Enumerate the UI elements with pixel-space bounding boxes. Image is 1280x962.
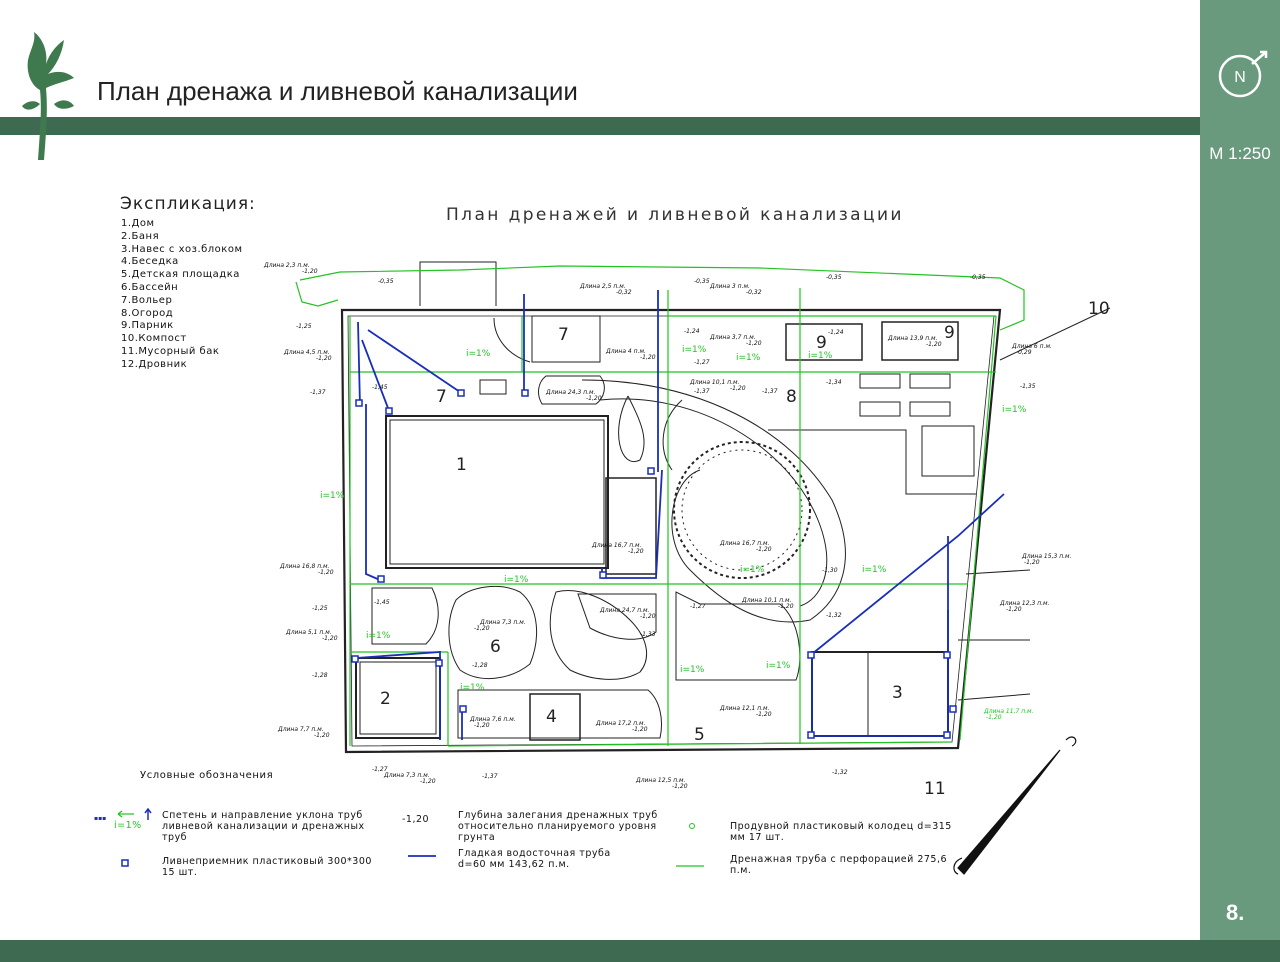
- length-label: Длина 12,5 п.м.: [636, 777, 686, 784]
- depth-label: -1,20: [778, 603, 794, 610]
- depth-label: -1,20: [318, 569, 334, 576]
- depth-label: -1,20: [1024, 559, 1040, 566]
- length-label: Длина 5,1 п.м.: [286, 629, 332, 636]
- slope-label: i=1%: [320, 491, 345, 501]
- legend-smooth-pipe-text: Гладкая водосточная труба d=60 мм 143,62 п.м.: [458, 848, 611, 870]
- zone-number: 10: [1088, 299, 1110, 319]
- depth-mark: -1,37: [310, 389, 326, 396]
- depth-label: -1,20: [730, 385, 746, 392]
- svg-text:▪▪▪: ▪▪▪: [94, 815, 107, 822]
- bath-outline: [356, 658, 440, 738]
- legend-slope-text: Спетень и направление уклона труб ливневой канализации и дренажных труб: [162, 810, 365, 843]
- depth-mark: -1,24: [828, 329, 844, 336]
- length-label: Длина 24,7 п.м.: [600, 607, 650, 614]
- explication-item: 6.Бассейн: [121, 281, 179, 293]
- length-label: Длина 4,5 п.м.: [284, 349, 330, 356]
- depth-label: -1,20: [316, 355, 332, 362]
- north-compass-icon: [1216, 48, 1268, 100]
- depth-mark: -1,27: [690, 603, 706, 610]
- slope-label: i=1%: [680, 665, 705, 675]
- explication-title: Экспликация:: [120, 194, 256, 214]
- drain-perimeter: [300, 266, 1024, 330]
- depth-mark: -1,25: [312, 605, 328, 612]
- depth-mark: -1,27: [694, 359, 710, 366]
- zone-number: 7: [436, 387, 447, 407]
- length-label: Длина 24,3 п.м.: [546, 389, 596, 396]
- depth-mark: -1,33: [640, 631, 656, 638]
- slope-label: i=1%: [862, 565, 887, 575]
- explication-item: 5.Детская площадка: [121, 269, 240, 281]
- length-label: Длина 12,1 п.м.: [720, 705, 770, 712]
- footer-band: [0, 940, 1280, 962]
- compass-letter: N: [1234, 69, 1246, 86]
- depth-label: -1,20: [632, 726, 648, 733]
- slope-label: i=1%: [366, 631, 391, 641]
- length-label: Длина 15,3 п.м.: [1022, 553, 1072, 560]
- zone-number: 7: [558, 325, 569, 345]
- zone-number: 2: [380, 689, 391, 709]
- explication-item: 12.Дровник: [121, 358, 188, 370]
- depth-label: -1,20: [672, 783, 688, 790]
- depth-mark: -1,28: [472, 662, 488, 669]
- depth-label: -1,20: [474, 625, 490, 632]
- depth-mark: -1,30: [822, 567, 838, 574]
- depth-label: -1,20: [314, 732, 330, 739]
- explication-item: 4.Беседка: [121, 256, 179, 268]
- depth-mark: -1,27: [372, 766, 388, 773]
- depth-mark: -1,25: [296, 323, 312, 330]
- depth-label: -1,20: [640, 613, 656, 620]
- house-outline: [386, 416, 608, 568]
- slope-label: i=1%: [466, 349, 491, 359]
- canopy-outline: [812, 652, 948, 736]
- plan-heading: План дренажей и ливневой канализации: [446, 205, 904, 225]
- length-label: Длина 11,7 п.м.: [984, 708, 1034, 715]
- length-label: Длина 3,7 п.м.: [710, 334, 756, 341]
- length-label: Длина 7,3 п.м.: [480, 619, 526, 626]
- length-label: Длина 2,5 п.м.: [580, 283, 626, 290]
- zone-number: 8: [786, 387, 797, 407]
- depth-mark: -1,45: [374, 599, 390, 606]
- depth-label: -1,20: [628, 548, 644, 555]
- depth-mark: -1,37: [482, 773, 498, 780]
- zone-number: 4: [546, 707, 557, 727]
- slope-label: i=1%: [766, 661, 791, 671]
- slope-label: i=1%: [504, 575, 529, 585]
- scale-label: М 1:250: [1209, 144, 1271, 163]
- depth-label: -1,20: [746, 340, 762, 347]
- explication-item: 3.Навес с хоз.блоком: [121, 243, 243, 255]
- length-label: Длина 10,1 п.м.: [690, 379, 740, 386]
- legend-inlet-text: Ливнеприемник пластиковый 300*300 15 шт.: [162, 856, 372, 878]
- explication-item: 8.Огород: [121, 307, 174, 319]
- depth-mark: -1,37: [762, 388, 778, 395]
- zone-number: 1: [456, 455, 467, 475]
- depth-mark: -0,35: [970, 274, 986, 281]
- depth-label: -1,20: [474, 722, 490, 729]
- depth-label: -1,20: [420, 778, 436, 785]
- depth-label: -0,32: [746, 289, 762, 296]
- depth-mark: -1,45: [372, 384, 388, 391]
- length-label: Длина 12,3 п.м.: [1000, 600, 1050, 607]
- depth-label: -1,20: [302, 268, 318, 275]
- depth-label: -0,29: [1016, 349, 1032, 356]
- length-label: Длина 4 п.м.: [606, 348, 646, 355]
- explication-item: 11.Мусорный бак: [121, 345, 220, 357]
- depth-label: -0,32: [616, 289, 632, 296]
- length-label: Длина 16,7 п.м.: [720, 540, 770, 547]
- explication-item: 7.Вольер: [121, 294, 173, 306]
- length-label: Длина 16,7 п.м.: [592, 542, 642, 549]
- length-label: Длина 10,1 п.м.: [742, 597, 792, 604]
- depth-mark: -1,32: [826, 612, 842, 619]
- depth-label: -1,20: [986, 714, 1002, 721]
- slope-label: i=1%: [682, 345, 707, 355]
- legend-perf-pipe-text: Дренажная труба с перфорацией 275,6 п.м.: [730, 854, 948, 876]
- length-label: Длина 13,9 п.м.: [888, 335, 938, 342]
- length-label: Длина 17,2 п.м.: [596, 720, 646, 727]
- length-label: Длина 7,7 п.м.: [278, 726, 324, 733]
- depth-label: -1,20: [322, 635, 338, 642]
- depth-mark: -1,35: [1020, 383, 1036, 390]
- slope-label: i=1%: [1002, 405, 1027, 415]
- depth-label: -1,20: [926, 341, 942, 348]
- depth-mark: -0,35: [826, 274, 842, 281]
- depth-mark: -1,37: [694, 388, 710, 395]
- length-label: Длина 7,6 п.м.: [470, 716, 516, 723]
- storm-pipe: [358, 322, 360, 406]
- legend-well-text: Продувной пластиковый колодец d=315 мм 17 шт.: [730, 821, 952, 843]
- slope-label: i=1%: [736, 353, 761, 363]
- explication-item: 1.Дом: [121, 218, 155, 229]
- depth-mark: -1,28: [312, 672, 328, 679]
- depth-mark: -1,34: [826, 379, 842, 386]
- explication-item: 9.Парник: [121, 320, 174, 332]
- length-label: Длина 2,3 п.м.: [264, 262, 310, 269]
- slope-label: i=1%: [740, 565, 765, 575]
- length-label: Длина 16,8 п.м.: [280, 563, 330, 570]
- zone-number: 6: [490, 637, 501, 657]
- storm-inlet: [356, 400, 362, 406]
- page-number: 8.: [1226, 900, 1245, 925]
- legend-depth-value: -1,20: [402, 814, 430, 825]
- north-arrow-icon: [954, 737, 1076, 874]
- explication-item: 10.Компост: [121, 333, 187, 345]
- legend-slope-symbol: i=1%: [114, 820, 142, 831]
- legend-heading: Условные обозначения: [140, 770, 274, 781]
- depth-mark: -1,24: [684, 328, 700, 335]
- depth-label: -1,20: [756, 711, 772, 718]
- depth-label: -1,20: [756, 546, 772, 553]
- legend-depth-text: Глубина залегания дренажных труб относительно планируемого уровня грунта: [458, 810, 658, 843]
- zone-number: 5: [694, 725, 705, 745]
- depth-mark: -0,35: [694, 278, 710, 285]
- depth-label: -1,20: [586, 395, 602, 402]
- length-label: Длина 3 п.м.: [710, 283, 750, 290]
- length-label: Длина 7,3 п.м.: [384, 772, 430, 779]
- zone-number: 11: [924, 779, 946, 799]
- slope-label: i=1%: [808, 351, 833, 361]
- depth-mark: -1,32: [832, 769, 848, 776]
- explication-item: 2.Баня: [121, 230, 160, 242]
- depth-label: -1,20: [1006, 606, 1022, 613]
- zone-number: 9: [816, 333, 827, 353]
- zone-number: 9: [944, 323, 955, 343]
- slope-label: i=1%: [460, 683, 485, 693]
- zone-number: 3: [892, 683, 903, 703]
- length-label: Длина 6 п.м.: [1012, 343, 1052, 350]
- page-title: План дренажа и ливневой канализации: [97, 76, 578, 106]
- depth-label: -1,20: [640, 354, 656, 361]
- depth-mark: -0,35: [378, 278, 394, 285]
